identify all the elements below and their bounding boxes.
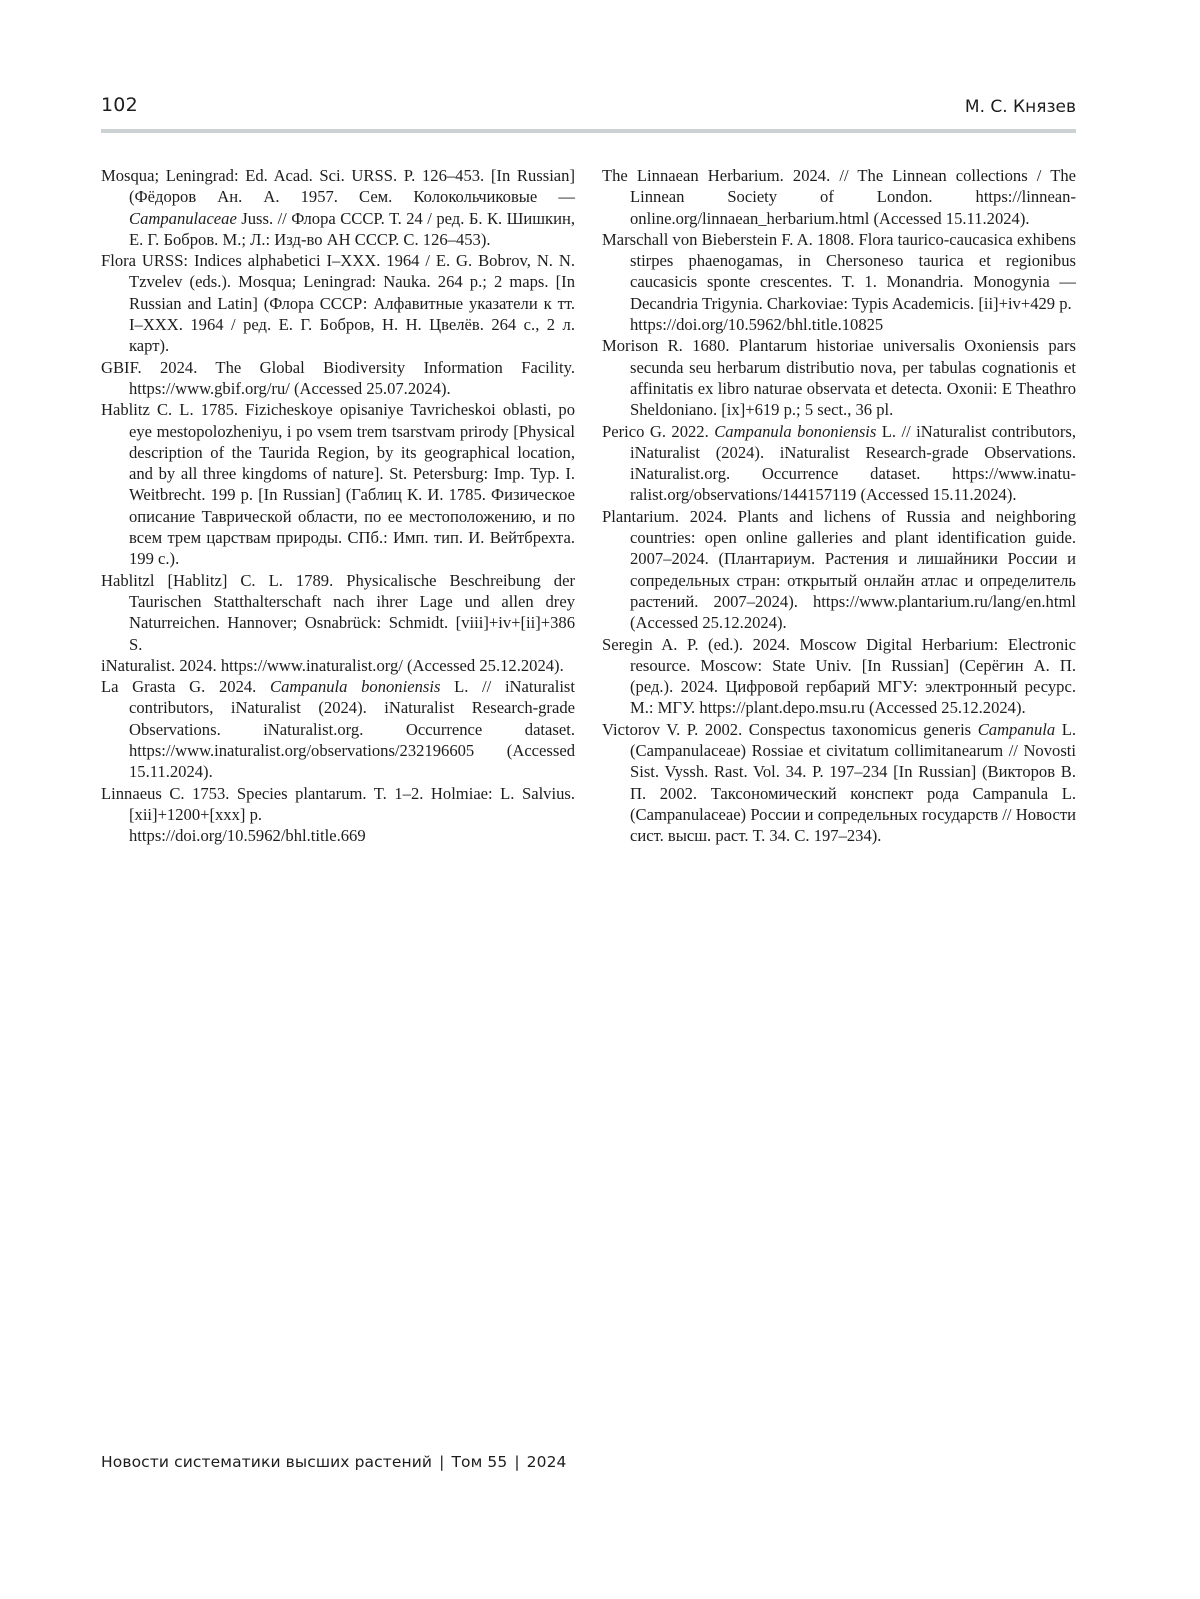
reference-entry	[602, 719, 1076, 847]
footer-separator: |	[439, 1453, 445, 1471]
reference-entry	[101, 570, 575, 655]
reference-text: Victorov V. P. 2002. Conspectus taxonomicus generis	[602, 719, 978, 739]
references-right-column	[602, 165, 1076, 847]
footer-year: 2024	[526, 1453, 567, 1471]
reference-entry	[602, 335, 1076, 420]
reference-text: Plantarium. 2024. Plants and lichens of Russia and neighboring countries: open online galleries and plant identification guide. 2007–2024. (Плантариум. Растения и лишайники России и сопредельных стран: открытый онлайн атлас и определитель растений. 2007–2024). https://www.plantarium.ru/lang/en.html (Accessed 25.12.2024).	[602, 506, 1076, 633]
reference-entry	[101, 250, 575, 356]
reference-text: Linnaeus C. 1753. Species plantarum. T. 1–2. Holmiae: L. Salvius. [xii]+1200+[xxx] p. https://doi.org/10.5962/bhl.title.669	[101, 783, 575, 846]
reference-italic-taxon: Campanula	[977, 719, 1056, 739]
reference-entry	[101, 399, 575, 569]
header-divider	[101, 129, 1076, 133]
footer-volume: Том 55	[451, 1453, 508, 1471]
footer-journal-title: Новости систематики высших растений	[101, 1453, 433, 1471]
reference-text: Hablitzl [Hablitz] C. L. 1789. Physicalische Beschreibung der Taurischen Statthalterschaft nach ihrer Lage und allen drey Naturreichen. Hannover; Osnabrück: Schmidt. [viii]+iv+[ii]+386 S.	[101, 570, 575, 654]
reference-italic-taxon: Campanulaceae	[129, 208, 237, 228]
reference-entry	[602, 506, 1076, 634]
reference-entry	[602, 229, 1076, 335]
reference-italic-taxon: Campanula bononiensis	[714, 421, 877, 441]
reference-entry	[602, 634, 1076, 719]
reference-entry	[101, 165, 575, 250]
reference-text: La Grasta G. 2024.	[101, 677, 270, 697]
reference-text: The Linnaean Herbarium. 2024. // The Linnean collections / The Linnean Society of London. https://linnean-online.org/linnaean_herbarium.html (Accessed 15.11.2024).	[602, 166, 1076, 228]
reference-text: Flora URSS: Indices alphabetici I–XXX. 1964 / E. G. Bobrov, N. N. Tzvelev (eds.). Mosqua; Leningrad: Nauka. 264 p.; 2 maps. [In Russian and Latin] (Флора СССР: Алфавитные указатели к тт. I–XXX. 1964 / ред. Е. Г. Бобров, Н. Н. Цвелёв. 264 с., 2 л. карт).	[101, 251, 575, 356]
reference-text: iNaturalist. 2024. https://www.inaturalist.org/ (Accessed 25.12.2024).	[101, 655, 564, 675]
footer-separator: |	[514, 1453, 520, 1471]
journal-footer	[101, 1453, 567, 1471]
reference-entry	[101, 783, 575, 847]
references-left-column	[101, 165, 575, 847]
reference-text: L. // iNaturalist contributors, iNaturalist (2024). iNaturalist Research-grade Observations. iNaturalist.org. Occurrence dataset. https://www.inaturalist.org/observations/144157119 (Accessed 15.11.2024).	[630, 421, 1077, 505]
reference-text: L. (Campanulaceae) Rossiae et civitatum collimitanearum // Novosti Sist. Vyssh. Rast. Vol. 34. P. 197–234 [In Russian] (Викторов В. П. 2002. Таксономический конспект рода Campanula L. (Campanulaceae) России и сопредельных государств // Новости сист. высш. раст. Т. 34. С. 197–234).	[630, 719, 1076, 846]
reference-text: Juss. // Флора СССР. Т. 24 / ред. Б. К. Шишкин, Е. Г. Бобров. М.; Л.: Изд-во АН СССР. С. 126–453).	[129, 208, 575, 249]
reference-italic-taxon: Campanula bononiensis	[270, 677, 441, 697]
reference-entry	[101, 676, 575, 782]
reference-entry	[602, 421, 1076, 506]
reference-entry	[602, 165, 1076, 229]
reference-entry	[101, 655, 575, 676]
page-number: 102	[101, 94, 138, 116]
reference-text: Perico G. 2022.	[602, 421, 715, 441]
reference-text: Seregin A. P. (ed.). 2024. Moscow Digital Herbarium: Electronic resource. Moscow: State Univ. [In Russian] (Серёгин А. П. (ред.). 2024. Цифровой гербарий МГУ: электронный ресурс. М.: МГУ. https://plant.depo.msu.ru (Accessed 25.12.2024).	[602, 634, 1076, 718]
reference-text: Mosqua; Leningrad: Ed. Acad. Sci. URSS. P. 126–453. [In Russian] (Фёдоров Ан. А. 1957. Сем. Колокольчиковые —	[101, 166, 575, 207]
reference-text: Morison R. 1680. Plantarum historiae universalis Oxoniensis pars secunda seu herbarum distributio nova, per tabulas cognationis et affinitatis ex libro naturae observata et detecta. Oxonii: E Theathro Sheldoniano. [ix]+619 p.; 5 sect., 36 pl.	[602, 336, 1076, 420]
reference-text: Hablitz C. L. 1785. Fizicheskoye opisaniye Tavricheskoi oblasti, po eye mestopolozheniyu, i po vsem trem tsarstvam prirody [Physical description of the Taurida Region, by its geographical location, and by all three kingdoms of nature]. St. Petersburg: Imp. Typ. I. Weitbrecht. 199 p. [In Russian] (Габлиц К. И. 1785. Физическое описание Таврической области, по ее местоположению, и по всем трем царствам природы. СПб.: Имп. тип. И. Вейтбрехта. 199 с.).	[101, 400, 575, 569]
reference-text: GBIF. 2024. The Global Biodiversity Information Facility. https://www.gbif.org/ru/ (Accessed 25.07.2024).	[101, 357, 575, 398]
reference-text: Marschall von Bieberstein F. A. 1808. Flora taurico-caucasica exhibens stirpes phaenogamas, in Chersoneso taurica et regionibus caucasicis sponte crescentes. T. 1. Monandria. Monogynia — Decandria Trigynia. Charkoviae: Typis Academicis. [ii]+iv+429 p. https://doi.org/10.5962/bhl.title.10825	[602, 229, 1076, 335]
reference-text: L. // iNaturalist contributors, iNaturalist (2024). iNaturalist Research-grade Observations. iNaturalist.org. Occurrence dataset. https://www.inaturalist.org/observations/232196605 (Accessed 15.11.2024).	[129, 677, 575, 782]
reference-entry	[101, 357, 575, 400]
running-header-author: М. С. Князев	[964, 97, 1076, 117]
